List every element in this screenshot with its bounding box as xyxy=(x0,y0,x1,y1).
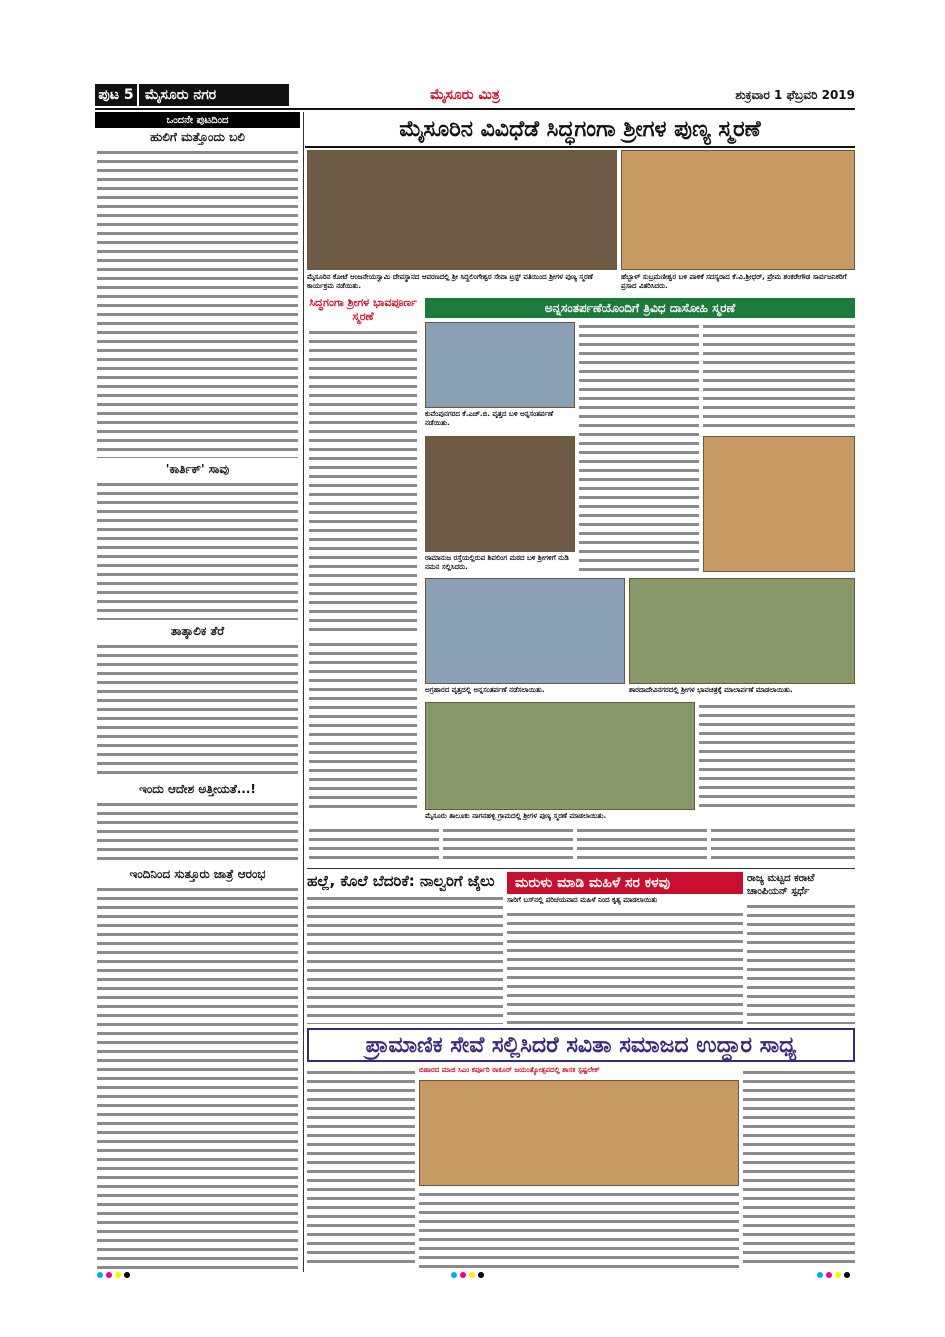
photo-caption: ಕುವೆಂಪುನಗರದ ಕೆ.ಎಚ್.ಬಿ. ವೃತ್ತದ ಬಳಿ ಅನ್ನಸಂತರ್ಪಣೆ ನಡೆಯಿತು. xyxy=(425,410,554,427)
story-headline-right: ರಾಜ್ಯ ಮಟ್ಟದ ಕರಾಟೆ ಚಾಂಪಿಯನ್ ಸ್ಪರ್ಧೆ xyxy=(747,873,815,897)
photo-people-serving xyxy=(425,322,575,408)
article-text xyxy=(97,642,298,777)
article-text xyxy=(711,826,855,864)
left-headline-5: ಇಂದಿನಿಂದ ಸುತ್ತೂರು ಜಾತ್ರೆ ಆರಂಭ xyxy=(129,867,266,881)
header-rule xyxy=(95,108,855,110)
article-text xyxy=(309,640,417,810)
article-text xyxy=(703,322,855,432)
left-headline-2: 'ಕಾರ್ತಿಕ್' ಸಾವು xyxy=(165,462,230,476)
registration-dots-icon xyxy=(451,1272,484,1278)
photo-caption: ಅಗ್ರಹಾರದ ವೃತ್ತದಲ್ಲಿ ಅನ್ನಸಂತರ್ಪಣೆ ನಡೆಸಲಾಯಿತು. xyxy=(425,686,545,694)
continued-label: ಒಂದನೇ ಪುಟದಿಂದ xyxy=(95,112,300,128)
article-text xyxy=(97,480,298,620)
left-headline-4: ಇಂದು ಆದೇಶ ಅತ್ತೀಯತೆ...! xyxy=(139,782,256,796)
column-divider xyxy=(303,112,304,1272)
photo-food-distribution xyxy=(425,578,625,684)
photo-award-ceremony xyxy=(419,1080,739,1186)
article-text xyxy=(579,322,699,572)
photo-caption: ಮೈಸೂರು ತಾಲೂಕು ನಾಗನಹಳ್ಳಿ ಗ್ರಾಮದಲ್ಲಿ ಶ್ರೀಗಳ ಪುಣ್ಯ ಸ್ಮರಣೆ ಮಾಡಲಾಯಿತು. xyxy=(425,812,607,820)
article-text xyxy=(443,826,573,864)
green-banner: ಅನ್ನಸಂತರ್ಪಣೆಯೊಂದಿಗೆ ತ್ರಿವಿಧ ದಾಸೋಹಿ ಸ್ಮರಣೆ xyxy=(425,298,855,318)
photo-garlanded-portrait xyxy=(703,436,855,572)
registration-dots-icon xyxy=(817,1272,850,1278)
left-headline-1: ಹುಲಿಗೆ ಮತ್ತೊಂದು ಬಲಿ xyxy=(150,130,245,144)
masthead: ಮೈಸೂರು ಮಿತ್ರ xyxy=(430,87,500,103)
section-name: ಮೈಸೂರು ನಗರ xyxy=(139,84,289,106)
article-text xyxy=(419,1190,739,1268)
left-column xyxy=(95,112,300,1272)
photo-temple-gathering xyxy=(307,150,617,270)
article-text xyxy=(97,148,298,458)
article-text xyxy=(309,826,439,864)
article-text xyxy=(97,800,298,862)
article-text xyxy=(577,826,707,864)
photo-caption: ಮೈಸೂರಿನ ಕೋಟೆ ಆಂಜನೇಯಸ್ವಾಮಿ ದೇವಸ್ಥಾನದ ಆವರಣದಲ್ಲಿ ಶ್ರೀ ಸಿದ್ಧಲಿಂಗೇಶ್ವರ ಸೇವಾ ಟ್ರಸ್ಟ್ ವತಿಯಿಂದ ಶ್ರೀಗಳ ಪುಣ್ಯ ಸ್ಮರಣೆ ಕಾರ್ಯಕ್ರಮ ನಡೆಯಿತು. xyxy=(307,273,593,290)
photo-garland-offering xyxy=(629,578,855,684)
mid-subheadline: ಸಿದ್ಧಗಂಗಾ ಶ್ರೀಗಳ ಭಾವಪೂರ್ಣ ಸ್ಮರಣೆ xyxy=(309,296,417,323)
banner-subheadline: ಬಿಹಾರದ ಮಾಜಿ ಸಿಎಂ ಕರ್ಪೂರಿ ಠಾಕೂರ್ ಜಯಂತ್ಯೋತ್ಸವದಲ್ಲಿ ಶಾಸಕ ಸ್ಪಷ್ಟಲೇಕ್ xyxy=(419,1066,600,1074)
section-rule xyxy=(307,868,855,869)
story-headline-left: ಹಲ್ಲೆ, ಕೊಲೆ ಬೆದರಿಕೆ: ನಾಲ್ವರಿಗೆ ಜೈಲು xyxy=(307,872,495,890)
photo-caption: ಶಾರದಾದೇವಿನಗರದಲ್ಲಿ ಶ್ರೀಗಳ ಭಾವಚಿತ್ರಕ್ಕೆ ಮಾಲಾರ್ಪಣೆ ಮಾಡಲಾಯಿತು. xyxy=(629,686,793,694)
article-text xyxy=(309,328,417,634)
story-subheadline: ಸಾರಿಗೆ ಬಸ್‌ನಲ್ಲಿ ಪರಿಚಯವಾದ ಮಹಿಳೆ ನಿಂದ ಕೃತ್ಯ ಮಾಡಲಾಯಿತು xyxy=(507,896,658,904)
bottom-banner-headline: ಪ್ರಾಮಾಣಿಕ ಸೇವೆ ಸಲ್ಲಿಸಿದರೆ ಸವಿತಾ ಸಮಾಜದ ಉದ್ಧಾರ ಸಾಧ್ಯ xyxy=(307,1028,855,1062)
photo-food-serving xyxy=(621,150,855,270)
dateline: ಶುಕ್ರವಾರ 1 ಫೆಬ್ರವರಿ 2019 xyxy=(735,87,855,102)
registration-dots-icon xyxy=(97,1272,130,1278)
article-text xyxy=(743,1068,855,1268)
article-text xyxy=(507,910,743,1024)
article-text xyxy=(307,1068,415,1268)
main-headline: ಮೈಸೂರಿನ ವಿವಿಧೆಡೆ ಸಿದ್ಧಗಂಗಾ ಶ್ರೀಗಳ ಪುಣ್ಯ ಸ್ಮರಣೆ xyxy=(305,112,855,148)
article-text xyxy=(97,885,298,1270)
page-number: ಪುಟ 5 xyxy=(95,84,137,106)
left-headline-3: ತಾತ್ಕಾಲಿಕ ತೆರೆ xyxy=(170,624,225,638)
article-text xyxy=(307,894,503,1024)
story-headline-mid: ಮರುಳು ಮಾಡಿ ಮಹಿಳೆ ಸರ ಕಳವು xyxy=(507,872,743,894)
photo-caption: ಹೆಬ್ಬಾಳ್ ಸುಬ್ರಮಣೀಶ್ವರ ಬಳಿ ಪಾಳಿಕೆ ಸದಸ್ಯರಾದ ಕೆ.ವಿ.ಶ್ರೀಧರ್, ಪ್ರೇಮ ಶಂಕರೇಗೌಡ ಸಾರ್ವಜನಿಕರಿಗೆ ಪ್ರಸಾದ ವಿತರಿಸಿದರು. xyxy=(621,273,847,290)
photo-village-group xyxy=(425,702,695,810)
article-text xyxy=(699,702,855,810)
photo-portrait-altar xyxy=(425,436,575,552)
article-text xyxy=(747,902,855,1024)
newspaper-page xyxy=(95,84,855,1284)
photo-caption: ರಾಮಾನುಜ ರಸ್ತೆಯಲ್ಲಿರುವ ಶಿವಲಿಂಗ ಮಠದ ಬಳಿ ಶ್ರೀಗಳಿಗೆ ನುಡಿ ನಮನ ಸಲ್ಲಿಸಿದರು. xyxy=(425,554,569,571)
